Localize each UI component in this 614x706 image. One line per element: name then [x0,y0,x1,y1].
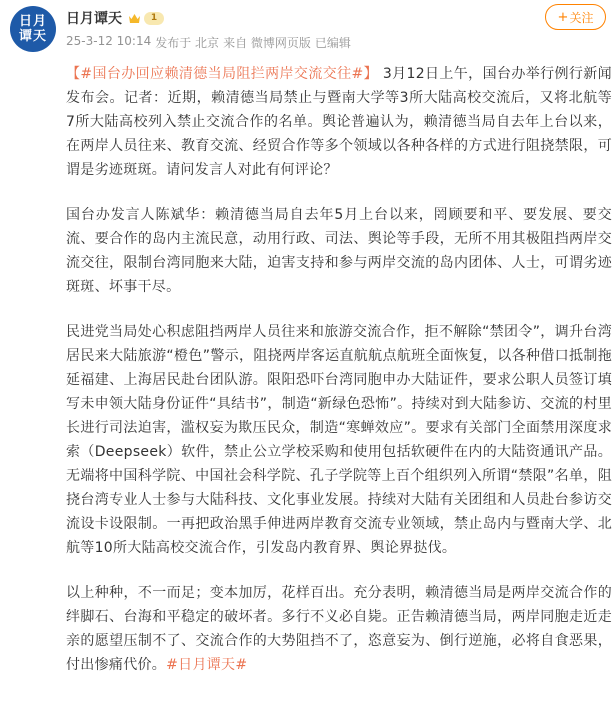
topic-link[interactable]: #日月谭天# [166,657,248,673]
post-timestamp[interactable]: 25-3-12 10:14 [66,34,152,48]
post-header [0,0,614,56]
plus-icon: + [557,9,569,25]
post-paragraph-1 [66,62,612,182]
post-meta [66,34,351,51]
follow-label: 关注 [569,10,594,25]
post-paragraph-2: 国台办发言人陈斌华：赖清德当局自去年5月上台以来，罔顾要和平、要发展、要交流、要合作的岛内主流民意，动用行政、司法、舆论等手段，无所不用其极阻挡两岸交流交往，限制台湾同胞来大陆，迫害支持和参与两岸交流的岛内团体、人士，可谓劣迹斑斑、坏事干尽。 [66,207,612,295]
post-paragraph-3: 民进党当局处心积虑阻挡两岸人员往来和旅游交流合作，拒不解除“禁团令”，调升台湾居民来大陆旅游“橙色”警示，阻挠两岸客运直航航点航班全面恢复，以各种借口抵制拖延福建、上海居民赴台团队游。限阳恐吓台湾同胞申办大陆证件，要求公职人员签订填写未申领大陆身份证件“具结书”，制造“新绿色恐怖”。持续对到大陆参访、交流的村里长进行司法迫害，滥权妄为欺压民众，制造“寒蝉效应”。要求有关部门全面禁用深度求索（Deepseek）软件，禁止公立学校采购和使用包括软硬件在内的大陆资通讯产品。无端将中国科学院、中国社会科学院、孔子学院等上百个组织列入所谓“禁限”名单，阻挠台湾专业人士参与大陆科技、文化事业发展。持续对大陆有关团组和人员赴台参访交流设卡设限制。一再把政治黑手伸进两岸教育交流专业领域，禁止岛内与暨南大学、北航等10所大陆高校交流合作，引发岛内教育界、舆论界挞伐。 [66,324,612,556]
post-paragraph-4 [66,581,612,677]
topic-link[interactable]: #国台办回应赖清德当局阻拦两岸交流交往# [80,66,364,82]
follow-button[interactable] [545,4,606,30]
topic-bracket-open: 【 [66,66,81,82]
paragraph-text: 3月12日上午，国台办举行例行新闻发布会。记者：近期，赖清德当局禁止与暨南大学等3所大陆高校交流后，又将北航等7所大陆高校列入禁止交流合作的名单。舆论普遍认为，赖清德当局自去年上台以来，在两岸人员往来、教育交流、经贸合作等多个领域以各种各样的方式进行阻挠禁限，可谓是劣迹斑斑。请问发言人对此有何评论？ [66,66,612,178]
post-content [66,62,612,677]
post-location: 发布于 北京 [155,36,220,50]
topic-bracket-close: 】 [363,66,378,82]
post-source: 来自 微博网页版 [223,36,311,50]
post-edited[interactable]: 已编辑 [314,36,351,50]
author-row [66,8,164,28]
author-name[interactable]: 日月谭天 [66,11,122,27]
level-badge: 1 [144,12,164,25]
avatar[interactable] [10,6,56,52]
paragraph-text: 以上种种，不一而足；变本加厉，花样百出。充分表明，赖清德当局是两岸交流合作的绊脚石、台海和平稳定的破坏者。多行不义必自毙。正告赖清德当局，两岸同胞走近走亲的愿望压制不了、交流合作的大势阻挡不了，恣意妄为、倒行逆施，必将自食恶果，付出惨痛代价。 [66,585,612,673]
crown-icon [128,13,141,24]
avatar-logo-text: 日月谭天 [18,14,47,44]
